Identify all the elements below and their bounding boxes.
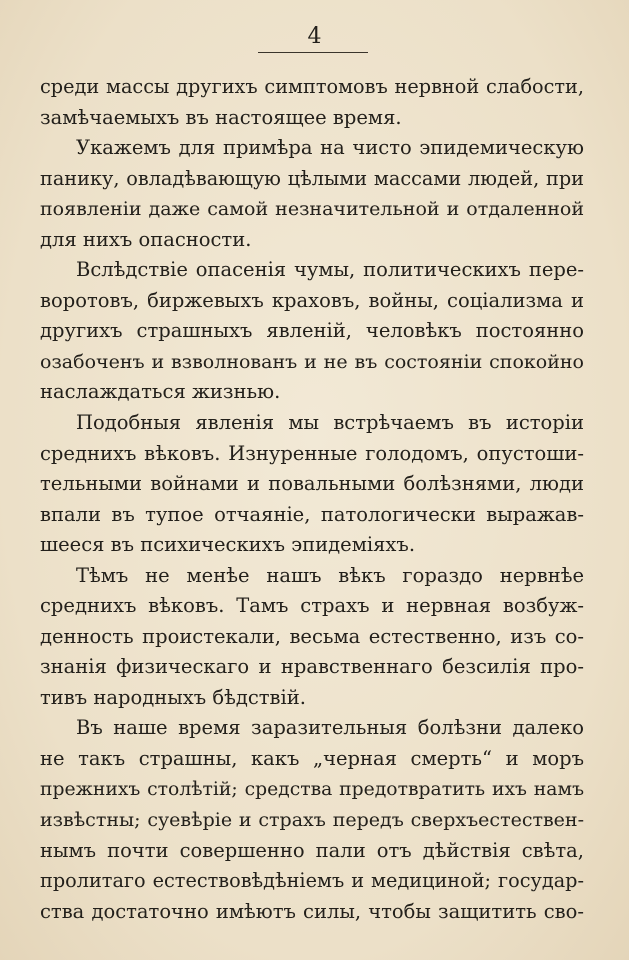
text-line: Подобныя явленія мы встрѣчаемъ въ исторіи [76, 411, 584, 435]
paragraph-2 [40, 133, 584, 255]
text-line: впали въ тупое отчаяніе, патологически выражав- [40, 502, 584, 526]
body-text [40, 72, 584, 927]
text-line: пролитаго естествовѣдѣніемъ и медициной; государ- [40, 869, 584, 893]
text-line: Въ наше время заразительныя болѣзни далеко [76, 716, 584, 740]
text-line: озабоченъ и взволнованъ и не въ состояніи спокойно [40, 350, 584, 373]
paragraph-5 [40, 561, 584, 714]
text-line: воротовъ, биржевыхъ краховъ, войны, соціализма и [40, 288, 584, 312]
text-line: появленіи даже самой незначительной и отдаленной [40, 198, 584, 221]
text-line: шееся въ психическихъ эпидеміяхъ. [40, 533, 416, 557]
header-rule [258, 52, 368, 53]
paragraph-6 [40, 713, 584, 927]
text-line: панику, овладѣвающую цѣлыми массами людей, при [40, 166, 584, 190]
text-line: прежнихъ столѣтій; средства предотвратить ихъ намъ [40, 778, 584, 800]
text-line: Укажемъ для примѣра на чисто эпидемическую [76, 136, 584, 160]
text-line: извѣстны; суевѣріе и страхъ передъ сверхъестествен- [40, 809, 584, 832]
text-line: денность проистекали, весьма естественно, изъ со- [40, 624, 584, 648]
page-number: 4 [307, 24, 322, 49]
paragraph-1 [40, 72, 584, 133]
text-line: Тѣмъ не менѣе нашъ вѣкъ гораздо нервнѣе [76, 563, 584, 587]
text-line: среднихъ вѣковъ. Тамъ страхъ и нервная возбуж- [40, 594, 584, 618]
paragraph-4 [40, 408, 584, 561]
text-line: другихъ страшныхъ явленій, человѣкъ постоянно [40, 319, 584, 343]
text-line: среднихъ вѣковъ. Изнуренные голодомъ, опустоши- [40, 441, 584, 465]
text-line: среди массы другихъ симптомовъ нервной слабости, [40, 75, 584, 98]
text-line: тельными войнами и повальными болѣзнями, люди [40, 472, 584, 496]
paragraph-3 [40, 255, 584, 408]
text-line: знанія физическаго и нравственнаго безсилія про- [40, 655, 584, 679]
text-line: замѣчаемыхъ въ настоящее время. [40, 105, 402, 129]
text-line: наслаждаться жизнью. [40, 380, 281, 404]
text-line: для нихъ опасности. [40, 227, 252, 251]
text-line: нымъ почти совершенно пали отъ дѣйствія свѣта, [40, 838, 584, 862]
text-line: Вслѣдствіе опасенія чумы, политическихъ пере- [76, 258, 584, 282]
text-line: ства достаточно имѣютъ силы, чтобы защитить сво- [40, 899, 584, 923]
text-line: не такъ страшны, какъ „черная смерть“ и моръ [40, 747, 584, 771]
text-line: тивъ народныхъ бѣдствій. [40, 685, 306, 709]
